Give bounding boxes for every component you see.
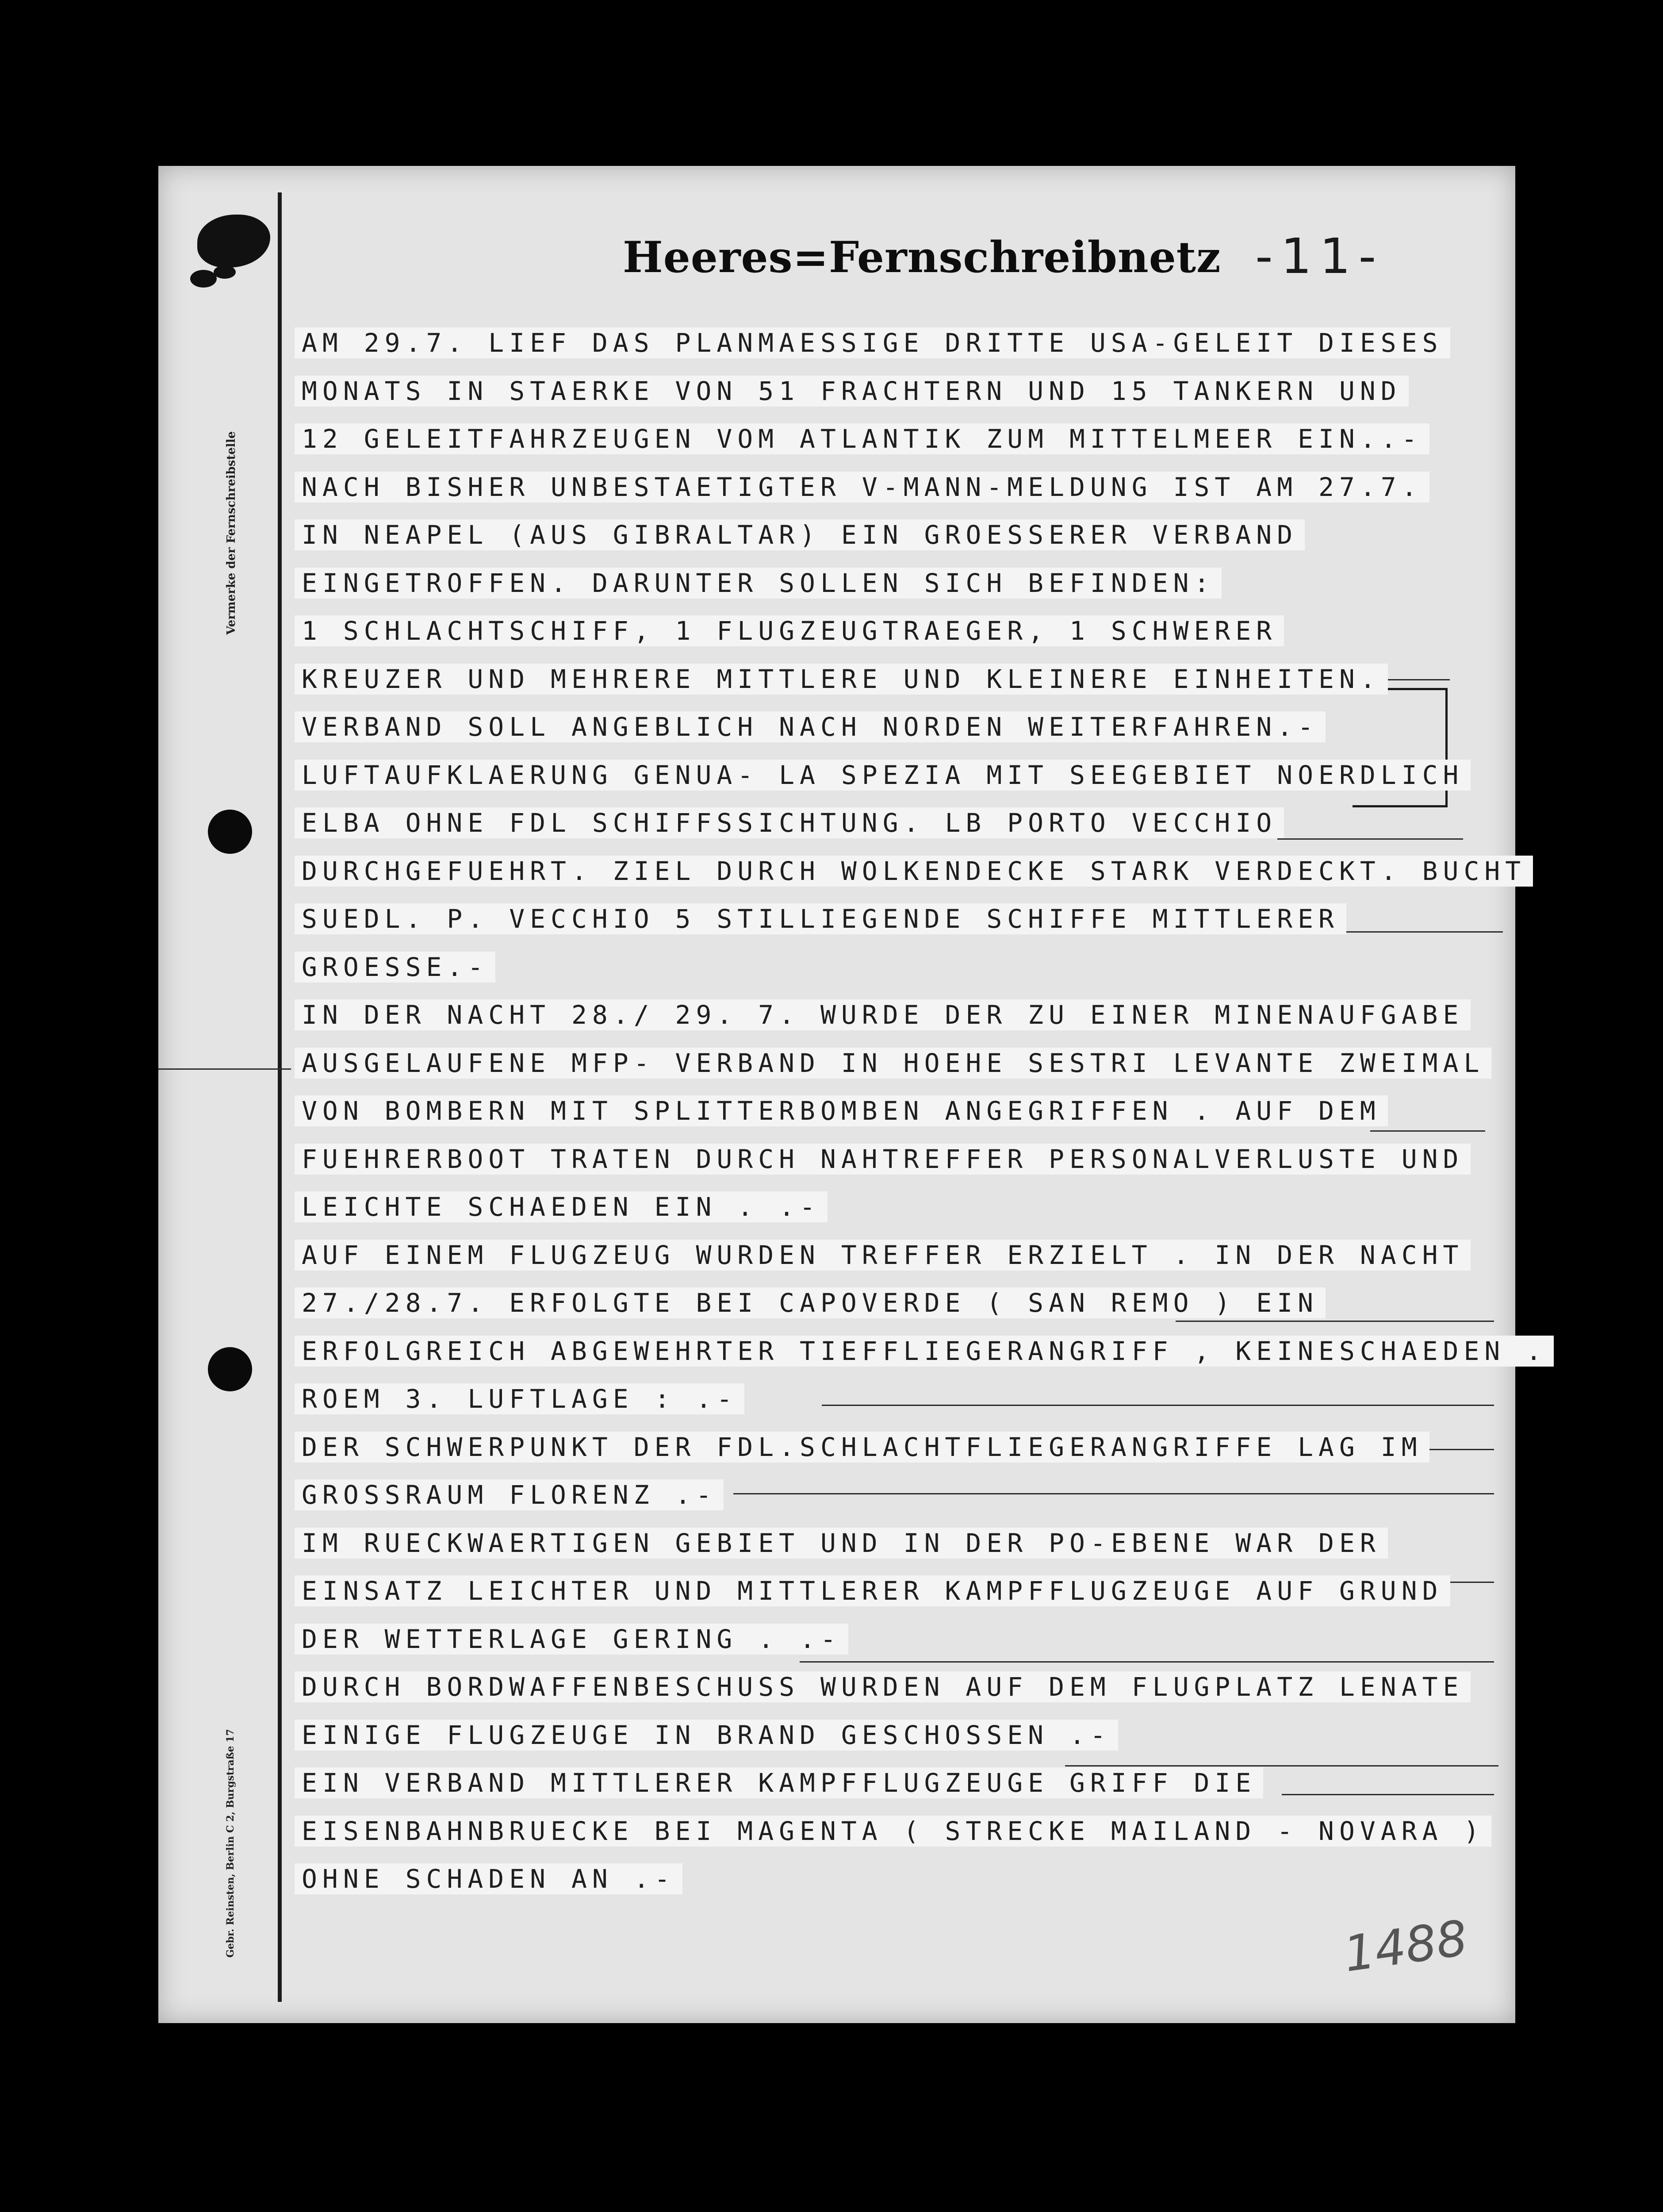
message-line-text: AUSGELAUFENE MFP- VERBAND IN HOEHE SESTRI LEVANTE ZWEIMAL — [295, 1048, 1491, 1079]
message-line — [291, 991, 1503, 1039]
punch-hole-icon — [208, 1347, 252, 1391]
message-line-text: AUF EINEM FLUGZEUG WURDEN TREFFER ERZIELT . IN DER NACHT — [295, 1240, 1471, 1271]
message-line-text: IN DER NACHT 28./ 29. 7. WURDE DER ZU EINER MINENAUFGABE — [295, 999, 1471, 1030]
message-line — [291, 415, 1503, 463]
message-line-text: GROESSE.- — [295, 952, 495, 983]
message-line-text: ERFOLGREICH ABGEWEHRTER TIEFFLIEGERANGRIFF , KEINESCHAEDEN . — [295, 1336, 1554, 1367]
eagle-emblem-icon — [197, 215, 270, 268]
message-line-text: DURCH BORDWAFFENBESCHUSS WURDEN AUF DEM FLUGPLATZ LENATE — [295, 1671, 1471, 1702]
message-line — [291, 799, 1503, 847]
message-line-text: VERBAND SOLL ANGEBLICH NACH NORDEN WEITERFAHREN.- — [295, 711, 1326, 742]
message-line-text: MONATS IN STAERKE VON 51 FRACHTERN UND 15 TANKERN UND — [295, 376, 1409, 407]
message-line-text: IN NEAPEL (AUS GIBRALTAR) EIN GROESSERER VERBAND — [295, 519, 1305, 550]
message-line — [291, 1663, 1503, 1711]
message-line-text: FUEHRERBOOT TRATEN DURCH NAHTREFFER PERSONALVERLUSTE UND — [295, 1144, 1471, 1175]
margin-label-bottom: Gebr. Reinsten, Berlin C 2, Burgstraße 17 — [225, 1729, 236, 1958]
message-line — [291, 1759, 1503, 1807]
message-line — [291, 1855, 1503, 1903]
message-line-text: DER SCHWERPUNKT DER FDL.SCHLACHTFLIEGERANGRIFFE LAG IM — [295, 1432, 1429, 1463]
message-line — [291, 319, 1503, 367]
punch-hole-icon — [208, 810, 252, 854]
message-line — [291, 655, 1503, 703]
message-line-text: NACH BISHER UNBESTAETIGTER V-MANN-MELDUNG IST AM 27.7. — [295, 472, 1429, 503]
message-line-text: AM 29.7. LIEF DAS PLANMAESSIGE DRITTE USA-GELEIT DIESES — [295, 327, 1450, 358]
message-line-text: 1 SCHLACHTSCHIFF, 1 FLUGZEUGTRAEGER, 1 SCHWERER — [295, 615, 1284, 646]
message-line — [291, 367, 1503, 415]
message-line — [291, 1615, 1503, 1663]
message-line-text: 12 GELEITFAHRZEUGEN VOM ATLANTIK ZUM MITTELMEER EIN..- — [295, 423, 1429, 454]
message-line — [291, 1375, 1503, 1423]
message-line-text: EIN VERBAND MITTLERER KAMPFFLUGZEUGE GRIFF DIE — [295, 1767, 1263, 1798]
form-header-title: Heeres=Fernschreibnetz — [623, 232, 1221, 282]
archive-number-stamp: 1488 — [1340, 1909, 1471, 1983]
message-line — [291, 511, 1503, 559]
message-line-text: DURCHGEFUEHRT. ZIEL DURCH WOLKENDECKE STARK VERDECKT. BUCHT — [295, 856, 1533, 887]
message-line — [291, 1183, 1503, 1231]
message-line-text: GROSSRAUM FLORENZ .- — [295, 1479, 724, 1510]
message-line — [291, 847, 1526, 895]
emblem-fragment-icon — [214, 265, 236, 279]
message-line — [291, 559, 1503, 607]
message-line — [291, 1423, 1503, 1471]
message-line — [291, 1567, 1503, 1615]
message-line — [291, 463, 1503, 511]
message-line — [291, 1711, 1503, 1759]
message-line — [291, 1231, 1503, 1279]
message-line-text: EISENBAHNBRUECKE BEI MAGENTA ( STRECKE MAILAND - NOVARA ) — [295, 1816, 1491, 1847]
message-line-text: 27./28.7. ERFOLGTE BEI CAPOVERDE ( SAN REMO ) EIN — [295, 1287, 1326, 1318]
message-line-text: KREUZER UND MEHRERE MITTLERE UND KLEINERE EINHEITEN. — [295, 664, 1388, 695]
message-line-text: OHNE SCHADEN AN .- — [295, 1863, 682, 1894]
message-line — [291, 607, 1503, 655]
message-body — [291, 319, 1547, 1903]
message-line — [291, 943, 1503, 991]
message-line — [291, 1519, 1503, 1567]
message-line — [291, 1327, 1547, 1375]
message-line — [291, 1135, 1503, 1183]
message-line-text: EINIGE FLUGZEUGE IN BRAND GESCHOSSEN .- — [295, 1720, 1118, 1751]
message-line-text: VON BOMBERN MIT SPLITTERBOMBEN ANGEGRIFFEN . AUF DEM — [295, 1095, 1388, 1126]
message-line-text: EINSATZ LEICHTER UND MITTLERER KAMPFFLUGZEUGE AUF GRUND — [295, 1575, 1450, 1606]
page-number: -11- — [1255, 228, 1384, 284]
margin-rule — [278, 192, 282, 2002]
message-line-text: EINGETROFFEN. DARUNTER SOLLEN SICH BEFINDEN: — [295, 568, 1222, 599]
message-line — [291, 895, 1503, 943]
emblem-fragment-icon — [190, 270, 217, 288]
message-line-text: SUEDL. P. VECCHIO 5 STILLIEGENDE SCHIFFE MITTLERER — [295, 903, 1346, 934]
message-line — [291, 751, 1503, 799]
message-line — [291, 1039, 1503, 1087]
message-line — [291, 1471, 1503, 1519]
message-line-text: ROEM 3. LUFTLAGE : .- — [295, 1383, 744, 1414]
message-line — [291, 1087, 1503, 1135]
margin-label-top: Vermerke der Fernschreibstelle — [225, 431, 238, 635]
message-line-text: IM RUECKWAERTIGEN GEBIET UND IN DER PO-EBENE WAR DER — [295, 1528, 1388, 1559]
message-line — [291, 703, 1503, 751]
message-line-text: LUFTAUFKLAERUNG GENUA- LA SPEZIA MIT SEEGEBIET NOERDLICH — [295, 760, 1471, 791]
message-line — [291, 1279, 1503, 1327]
message-line-text: DER WETTERLAGE GERING . .- — [295, 1624, 848, 1655]
message-line-text: ELBA OHNE FDL SCHIFFSSICHTUNG. LB PORTO VECCHIO — [295, 807, 1284, 838]
message-line-text: LEICHTE SCHAEDEN EIN . .- — [295, 1191, 828, 1222]
message-line — [291, 1807, 1503, 1855]
rule-line — [158, 1068, 291, 1070]
